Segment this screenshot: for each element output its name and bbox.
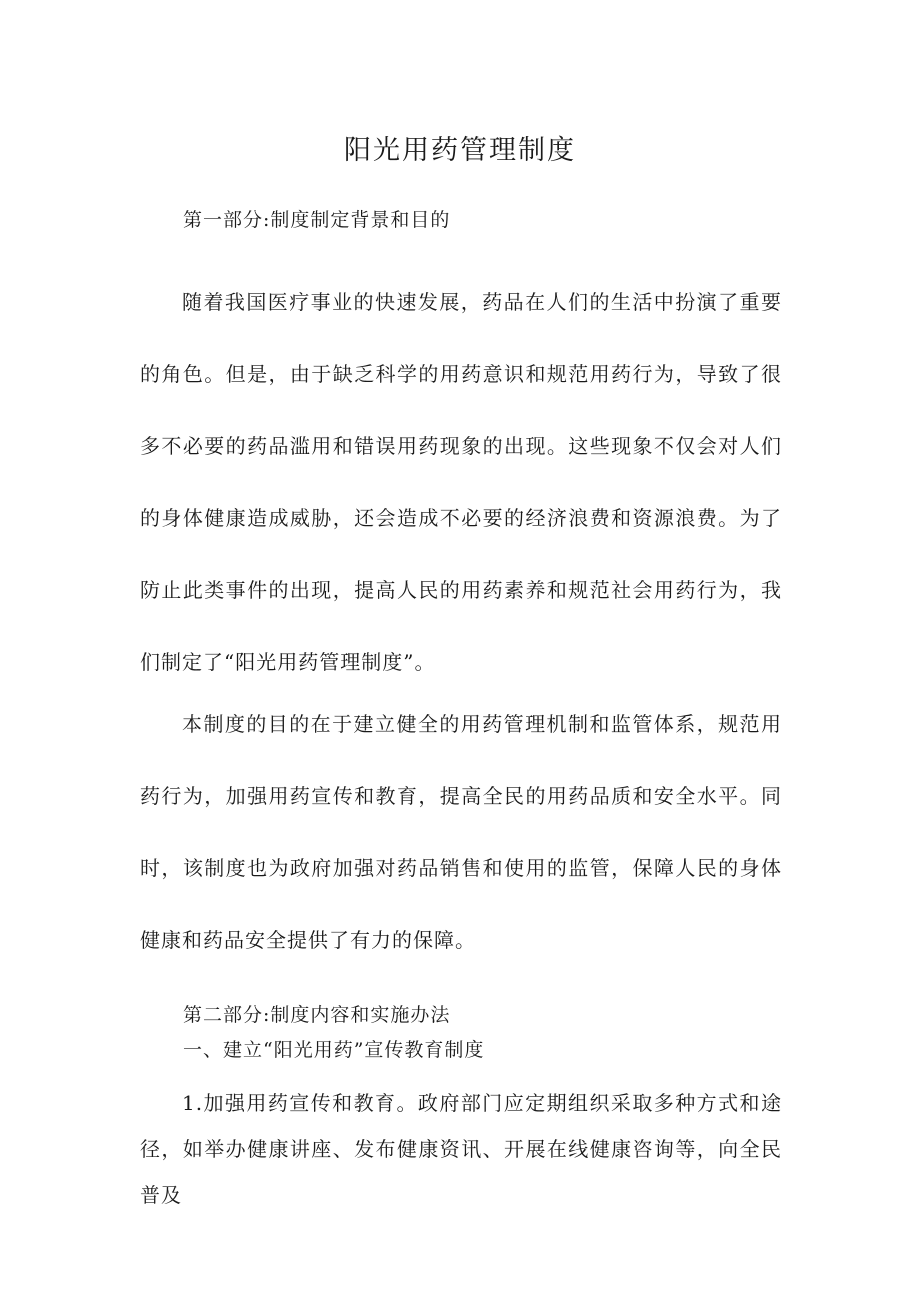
- part1-paragraph-purpose: 本制度的目的在于建立健全的用药管理机制和监管体系，规范用药行为，加强用药宣传和教育，提高全民的用药品质和安全水平。同时，该制度也为政府加强对药品销售和使用的监管，保障人民的身体健康和药品安全提供了有力的保障。: [140, 712, 782, 952]
- section1-heading: 一、建立“阳光用药”宣传教育制度: [183, 1039, 485, 1061]
- item1-paragraph: 1.加强用药宣传和教育。政府部门应定期组织采取多种方式和途径，如举办健康讲座、发布健康资讯、开展在线健康咨询等，向全民普及: [140, 1091, 782, 1207]
- document-title: 阳光用药管理制度: [344, 135, 576, 166]
- part2-heading: 第二部分:制度内容和实施办法: [183, 1004, 451, 1026]
- part1-heading: 第一部分:制度制定背景和目的: [183, 209, 451, 231]
- part1-paragraph-background: 随着我国医疗事业的快速发展，药品在人们的生活中扮演了重要的角色。但是，由于缺乏科学的用药意识和规范用药行为，导致了很多不必要的药品滥用和错误用药现象的出现。这些现象不仅会对人们的身体健康造成威胁，还会造成不必要的经济浪费和资源浪费。为了防止此类事件的出现，提高人民的用药素养和规范社会用药行为，我们制定了“阳光用药管理制度”。: [140, 290, 782, 674]
